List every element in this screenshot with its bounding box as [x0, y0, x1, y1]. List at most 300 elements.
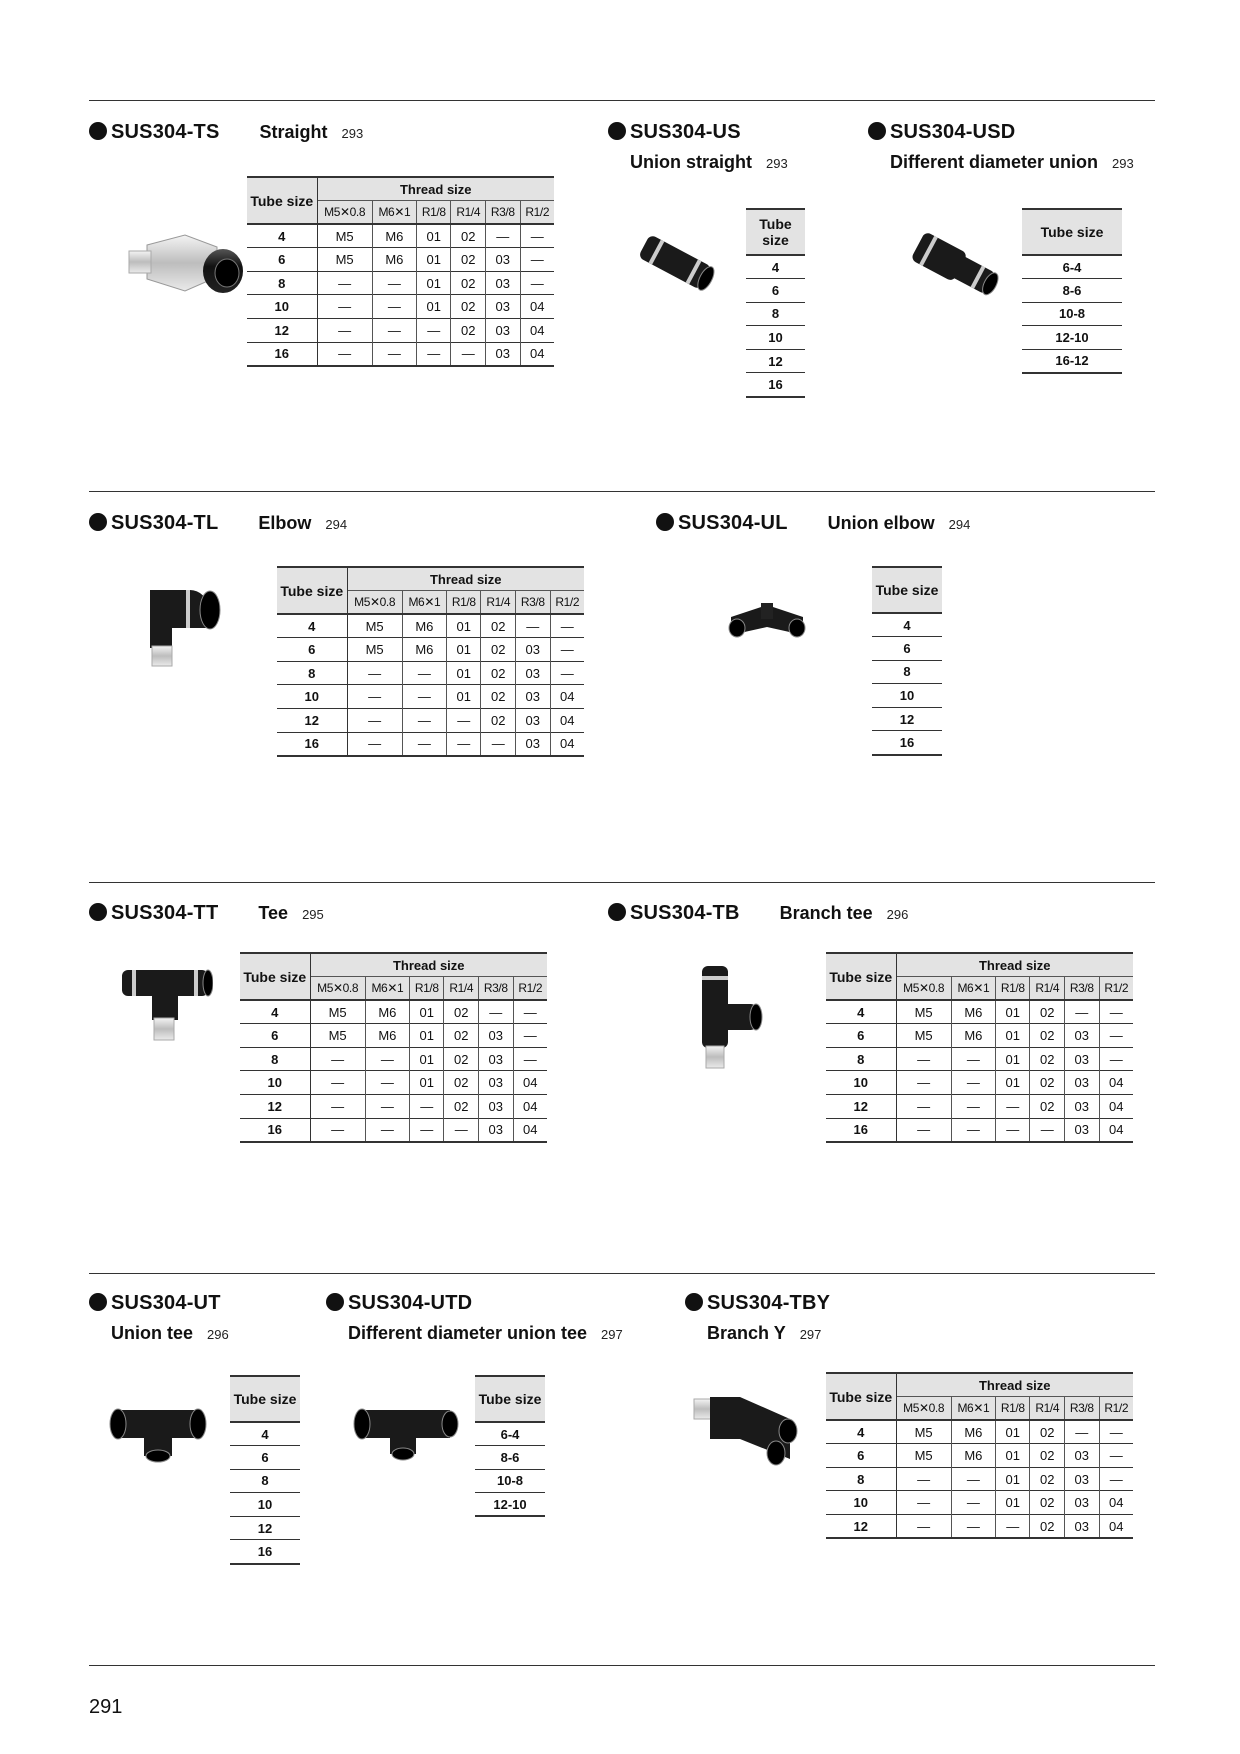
branch-y-fitting-image	[690, 1385, 805, 1475]
thread-cell: 02	[451, 319, 486, 343]
product-heading-tl	[89, 511, 347, 535]
thread-cell: M6	[951, 1420, 995, 1444]
thread-cell: —	[560, 642, 574, 658]
thread-cell: 01	[995, 1467, 1030, 1491]
thread-cell: —	[995, 1095, 1030, 1119]
thread-cell: 02	[1030, 1515, 1065, 1539]
thread-cell: M5	[310, 1000, 365, 1024]
page-reference[interactable]: 297	[799, 1327, 822, 1342]
tube-size-header: Tube size	[240, 953, 310, 1000]
table-row	[1022, 279, 1122, 303]
tube-size-cell: 6	[247, 248, 317, 272]
thread-cell: 03	[486, 295, 521, 319]
product-code: SUS304-TBY	[707, 1292, 831, 1314]
thread-cell: 04	[530, 346, 545, 362]
tube-size-table-ul	[872, 566, 942, 756]
union-straight-fitting-image	[630, 225, 720, 300]
thread-cell: —	[416, 319, 451, 343]
thread-cell: —	[372, 271, 416, 295]
thread-cell: 03	[516, 638, 551, 662]
thread-cell: 02	[1030, 1467, 1065, 1491]
tube-size-cell: 10	[826, 1071, 896, 1095]
thread-cell: 01	[995, 1024, 1030, 1048]
thread-cell: M5	[310, 1024, 365, 1048]
tube-size-header: Tube size	[1022, 209, 1122, 255]
product-name: Elbow	[258, 513, 312, 533]
table-row	[240, 1047, 547, 1071]
thread-cell: 04	[1109, 1518, 1124, 1534]
thread-col: R1/4	[1030, 977, 1065, 1001]
thread-cell: 03	[486, 342, 521, 366]
thread-cell: —	[372, 295, 416, 319]
tube-size-cell: 4	[826, 1420, 896, 1444]
table-row	[277, 661, 584, 685]
thread-cell: 03	[1065, 1467, 1100, 1491]
bullet-icon	[868, 122, 886, 140]
thread-cell: 02	[1030, 1444, 1065, 1468]
thread-cell: 01	[995, 1000, 1030, 1024]
table-row	[277, 614, 584, 638]
table-row	[872, 684, 942, 708]
table-row	[240, 1095, 547, 1119]
thread-cell: —	[1065, 1420, 1100, 1444]
thread-cell: 03	[1065, 1515, 1100, 1539]
table-row	[826, 1047, 1133, 1071]
thread-cell: 04	[560, 712, 575, 728]
thread-cell: —	[896, 1071, 951, 1095]
thread-cell: 02	[1030, 1491, 1065, 1515]
tube-size-cell: 8	[247, 271, 317, 295]
bullet-icon	[89, 122, 107, 140]
thread-cell: —	[896, 1047, 951, 1071]
thread-col: M5✕0.8	[310, 977, 365, 1001]
thread-cell: 04	[560, 689, 575, 705]
tube-size-header: Tube size	[475, 1376, 545, 1422]
thread-cell: M6	[402, 614, 446, 638]
thread-cell: —	[310, 1071, 365, 1095]
table-row	[746, 326, 805, 350]
thread-size-table-tby	[826, 1372, 1133, 1539]
thread-cell: —	[530, 252, 544, 268]
tube-size-header: Tube size	[247, 177, 317, 224]
section-divider	[89, 1665, 1155, 1666]
thread-cell: —	[446, 709, 481, 733]
tube-size-cell: 10-8	[1022, 302, 1122, 326]
thread-cell: —	[409, 1095, 444, 1119]
bullet-icon	[89, 903, 107, 921]
thread-col: R1/8	[409, 977, 444, 1001]
thread-size-table-ts	[247, 176, 554, 367]
table-row	[872, 613, 942, 637]
table-row	[1022, 349, 1122, 373]
bullet-icon	[656, 513, 674, 531]
thread-col: M6✕1	[951, 977, 995, 1001]
tube-size-cell: 4	[247, 224, 317, 248]
bullet-icon	[608, 903, 626, 921]
page-reference[interactable]: 295	[302, 907, 324, 922]
tube-size-cell: 8	[826, 1467, 896, 1491]
thread-cell: 03	[486, 271, 521, 295]
section-divider	[89, 491, 1155, 492]
thread-cell: 04	[530, 299, 545, 315]
thread-cell: 02	[481, 638, 516, 662]
table-row	[746, 349, 805, 373]
table-row	[230, 1493, 300, 1517]
thread-cell: 03	[1065, 1444, 1100, 1468]
product-name: Different diameter union	[890, 152, 1099, 172]
thread-col: R1/8	[995, 977, 1030, 1001]
table-row	[826, 1420, 1133, 1444]
thread-cell: 02	[444, 1024, 479, 1048]
thread-cell: 02	[1030, 1095, 1065, 1119]
thread-cell: —	[310, 1047, 365, 1071]
table-row	[746, 302, 805, 326]
tube-size-cell: 4	[872, 613, 942, 637]
thread-cell: 02	[481, 614, 516, 638]
thread-cell: M5	[896, 1420, 951, 1444]
tube-size-header: Tube size	[746, 209, 805, 255]
thread-col: R3/8	[516, 591, 551, 615]
thread-cell: 01	[995, 1047, 1030, 1071]
thread-col: M6✕1	[372, 201, 416, 225]
thread-cell: —	[446, 732, 481, 756]
thread-cell: 03	[479, 1024, 514, 1048]
thread-cell: —	[896, 1515, 951, 1539]
thread-cell: 04	[523, 1122, 538, 1138]
thread-cell: 02	[444, 1000, 479, 1024]
thread-cell: —	[317, 295, 372, 319]
thread-cell: —	[1109, 1471, 1123, 1487]
thread-cell: 02	[444, 1095, 479, 1119]
table-row	[826, 1024, 1133, 1048]
tube-size-cell: 4	[240, 1000, 310, 1024]
thread-cell: —	[896, 1491, 951, 1515]
tube-size-cell: 6-4	[475, 1422, 545, 1446]
thread-cell: M5	[896, 1444, 951, 1468]
thread-col: R3/8	[1065, 1397, 1100, 1421]
bullet-icon	[685, 1293, 703, 1311]
tube-size-cell: 10	[746, 326, 805, 350]
table-row	[872, 707, 942, 731]
bullet-icon	[326, 1293, 344, 1311]
thread-cell: 01	[409, 1000, 444, 1024]
tube-size-cell: 4	[826, 1000, 896, 1024]
product-code: SUS304-UL	[678, 512, 788, 534]
thread-col: R3/8	[479, 977, 514, 1001]
thread-col: M5✕0.8	[317, 201, 372, 225]
table-row	[475, 1469, 545, 1493]
thread-col: R1/8	[995, 1397, 1030, 1421]
tube-size-cell: 16	[240, 1118, 310, 1142]
product-name: Branch tee	[779, 903, 873, 923]
product-heading-ut	[89, 1291, 229, 1344]
thread-cell: M5	[347, 614, 402, 638]
page-reference[interactable]: 297	[601, 1327, 623, 1342]
table-row	[240, 1118, 547, 1142]
thread-cell: —	[481, 732, 516, 756]
thread-cell: —	[951, 1515, 995, 1539]
thread-cell: 03	[516, 685, 551, 709]
thread-cell: 04	[1109, 1098, 1124, 1114]
thread-cell: 03	[1065, 1024, 1100, 1048]
table-row	[826, 1000, 1133, 1024]
thread-cell: 03	[1065, 1118, 1100, 1142]
table-row	[826, 1467, 1133, 1491]
tube-size-cell: 6	[826, 1444, 896, 1468]
thread-col: R1/8	[416, 201, 451, 225]
page-reference[interactable]: 294	[948, 517, 971, 532]
thread-cell: —	[347, 732, 402, 756]
table-row	[277, 685, 584, 709]
tube-size-cell: 8	[230, 1469, 300, 1493]
thread-cell: 03	[479, 1071, 514, 1095]
tube-size-cell: 12	[746, 349, 805, 373]
thread-cell: M5	[317, 248, 372, 272]
thread-cell: 02	[444, 1047, 479, 1071]
thread-cell: 02	[444, 1071, 479, 1095]
thread-cell: —	[951, 1491, 995, 1515]
product-name: Union elbow	[827, 513, 935, 533]
thread-col: R3/8	[486, 201, 521, 225]
tube-size-cell: 4	[277, 614, 347, 638]
thread-cell: 02	[1030, 1024, 1065, 1048]
tube-size-cell: 8-6	[475, 1446, 545, 1470]
thread-cell: 03	[516, 661, 551, 685]
thread-cell: 02	[481, 685, 516, 709]
table-row	[826, 1095, 1133, 1119]
thread-cell: M5	[896, 1024, 951, 1048]
tube-size-cell: 16	[247, 342, 317, 366]
thread-col: M6✕1	[365, 977, 409, 1001]
tube-size-cell: 6-4	[1022, 255, 1122, 279]
tube-size-cell: 12	[826, 1515, 896, 1539]
tube-size-cell: 6	[277, 638, 347, 662]
tube-size-cell: 10	[230, 1493, 300, 1517]
tube-size-cell: 12	[240, 1095, 310, 1119]
thread-cell: 02	[451, 248, 486, 272]
table-row	[826, 1118, 1133, 1142]
thread-col: R1/2	[520, 201, 554, 225]
page-reference[interactable]: 296	[207, 1327, 229, 1342]
thread-cell: —	[995, 1515, 1030, 1539]
product-code: SUS304-TT	[111, 902, 219, 924]
table-row	[240, 1024, 547, 1048]
table-row	[240, 1071, 547, 1095]
thread-cell: —	[1109, 1051, 1123, 1067]
thread-cell: —	[402, 661, 446, 685]
table-row	[230, 1540, 300, 1564]
thread-cell: —	[402, 732, 446, 756]
product-name: Union straight	[630, 152, 752, 172]
tube-size-cell: 10-8	[475, 1469, 545, 1493]
thread-col: R1/2	[1099, 977, 1133, 1001]
thread-cell: 04	[523, 1075, 538, 1091]
table-row	[240, 1000, 547, 1024]
union-tee-fitting-image	[108, 1390, 208, 1465]
thread-cell: M6	[951, 1444, 995, 1468]
tube-size-cell: 12	[230, 1516, 300, 1540]
thread-col: R1/4	[481, 591, 516, 615]
thread-cell: 02	[481, 661, 516, 685]
product-name: Union tee	[111, 1323, 194, 1343]
straight-fitting-image	[125, 225, 255, 305]
thread-cell: —	[995, 1118, 1030, 1142]
thread-cell: 01	[416, 295, 451, 319]
product-code: SUS304-UTD	[348, 1292, 473, 1314]
table-row	[1022, 326, 1122, 350]
thread-cell: M6	[402, 638, 446, 662]
table-row	[247, 295, 554, 319]
thread-cell: M5	[317, 224, 372, 248]
page-reference[interactable]: 293	[341, 126, 364, 141]
table-row	[277, 732, 584, 756]
thread-cell: —	[416, 342, 451, 366]
thread-col: M6✕1	[402, 591, 446, 615]
tube-size-cell: 6	[240, 1024, 310, 1048]
thread-cell: 04	[1109, 1495, 1124, 1511]
product-heading-utd	[326, 1291, 623, 1344]
thread-cell: —	[1030, 1118, 1065, 1142]
section-divider	[89, 882, 1155, 883]
product-name: Different diameter union tee	[348, 1323, 588, 1343]
thread-cell: M6	[951, 1024, 995, 1048]
thread-cell: 03	[1065, 1491, 1100, 1515]
thread-cell: —	[530, 275, 544, 291]
table-row	[746, 279, 805, 303]
thread-cell: 02	[1030, 1420, 1065, 1444]
thread-cell: —	[310, 1095, 365, 1119]
product-heading-ts	[89, 120, 363, 144]
thread-cell: 03	[1065, 1095, 1100, 1119]
product-heading-us	[608, 120, 788, 173]
product-code: SUS304-UT	[111, 1292, 221, 1314]
page-reference[interactable]: 294	[325, 517, 348, 532]
table-row	[826, 1491, 1133, 1515]
thread-cell: 03	[479, 1095, 514, 1119]
thread-cell: M6	[365, 1000, 409, 1024]
tube-size-cell: 4	[746, 255, 805, 279]
thread-cell: —	[372, 342, 416, 366]
thread-cell: 04	[1109, 1122, 1124, 1138]
product-name: Straight	[259, 122, 328, 142]
thread-cell: 01	[416, 248, 451, 272]
table-row	[826, 1071, 1133, 1095]
table-row	[230, 1516, 300, 1540]
thread-cell: —	[451, 342, 486, 366]
tube-size-cell: 10	[240, 1071, 310, 1095]
tube-size-cell: 6	[872, 637, 942, 661]
thread-cell: —	[372, 319, 416, 343]
table-row	[247, 271, 554, 295]
thread-cell: 01	[416, 271, 451, 295]
thread-cell: —	[365, 1118, 409, 1142]
product-heading-usd	[868, 120, 1134, 173]
thread-cell: —	[951, 1047, 995, 1071]
thread-size-header: Thread size	[310, 953, 547, 977]
thread-cell: 03	[1065, 1047, 1100, 1071]
thread-cell: 01	[446, 638, 481, 662]
thread-cell: 03	[1065, 1071, 1100, 1095]
tube-size-cell: 6	[746, 279, 805, 303]
thread-cell: —	[951, 1467, 995, 1491]
product-heading-tby	[685, 1291, 830, 1344]
tube-size-cell: 8	[277, 661, 347, 685]
thread-cell: —	[1109, 1424, 1123, 1440]
thread-size-header: Thread size	[317, 177, 554, 201]
thread-cell: 01	[995, 1491, 1030, 1515]
page-reference[interactable]: 293	[1112, 156, 1134, 171]
thread-cell: 04	[523, 1098, 538, 1114]
bullet-icon	[608, 122, 626, 140]
tube-size-cell: 8	[826, 1047, 896, 1071]
thread-cell: —	[560, 665, 574, 681]
thread-cell: 01	[409, 1024, 444, 1048]
thread-cell: 01	[416, 224, 451, 248]
thread-cell: —	[347, 685, 402, 709]
thread-cell: —	[951, 1095, 995, 1119]
thread-cell: —	[310, 1118, 365, 1142]
thread-cell: 02	[451, 295, 486, 319]
tube-size-cell: 8	[746, 302, 805, 326]
thread-size-table-tl	[277, 566, 584, 757]
thread-cell: M5	[347, 638, 402, 662]
tube-size-cell: 8	[872, 660, 942, 684]
tube-size-table-us	[746, 208, 805, 398]
tube-size-header: Tube size	[277, 567, 347, 614]
table-row	[277, 638, 584, 662]
thread-cell: —	[479, 1000, 514, 1024]
tube-size-cell: 12	[826, 1095, 896, 1119]
tube-size-cell: 16	[230, 1540, 300, 1564]
table-row	[826, 1444, 1133, 1468]
table-row	[475, 1422, 545, 1446]
section-divider	[89, 100, 1155, 101]
thread-cell: M6	[372, 224, 416, 248]
tube-size-cell: 12-10	[475, 1493, 545, 1517]
tube-size-cell: 10	[826, 1491, 896, 1515]
thread-cell: 01	[409, 1047, 444, 1071]
thread-cell: —	[365, 1047, 409, 1071]
page-reference[interactable]: 296	[886, 907, 909, 922]
table-row	[247, 224, 554, 248]
elbow-fitting-image	[140, 580, 230, 670]
tube-size-table-utd	[475, 1375, 545, 1517]
thread-cell: —	[523, 1028, 537, 1044]
branch-tee-fitting-image	[690, 960, 765, 1075]
thread-cell: 01	[995, 1420, 1030, 1444]
thread-cell: 01	[995, 1444, 1030, 1468]
tube-size-cell: 10	[247, 295, 317, 319]
thread-cell: —	[1109, 1448, 1123, 1464]
product-code: SUS304-TB	[630, 902, 740, 924]
thread-cell: —	[951, 1118, 995, 1142]
table-row	[247, 319, 554, 343]
tube-size-header: Tube size	[826, 953, 896, 1000]
table-row	[826, 1515, 1133, 1539]
thread-cell: —	[896, 1095, 951, 1119]
thread-col: R1/4	[1030, 1397, 1065, 1421]
thread-cell: —	[317, 271, 372, 295]
table-row	[872, 660, 942, 684]
product-code: SUS304-USD	[890, 121, 1016, 143]
thread-cell: M5	[896, 1000, 951, 1024]
thread-cell: 01	[446, 661, 481, 685]
thread-cell: —	[347, 661, 402, 685]
tube-size-cell: 12	[247, 319, 317, 343]
page-reference[interactable]: 293	[766, 156, 788, 171]
product-code: SUS304-TL	[111, 512, 219, 534]
product-heading-ul	[656, 511, 970, 535]
